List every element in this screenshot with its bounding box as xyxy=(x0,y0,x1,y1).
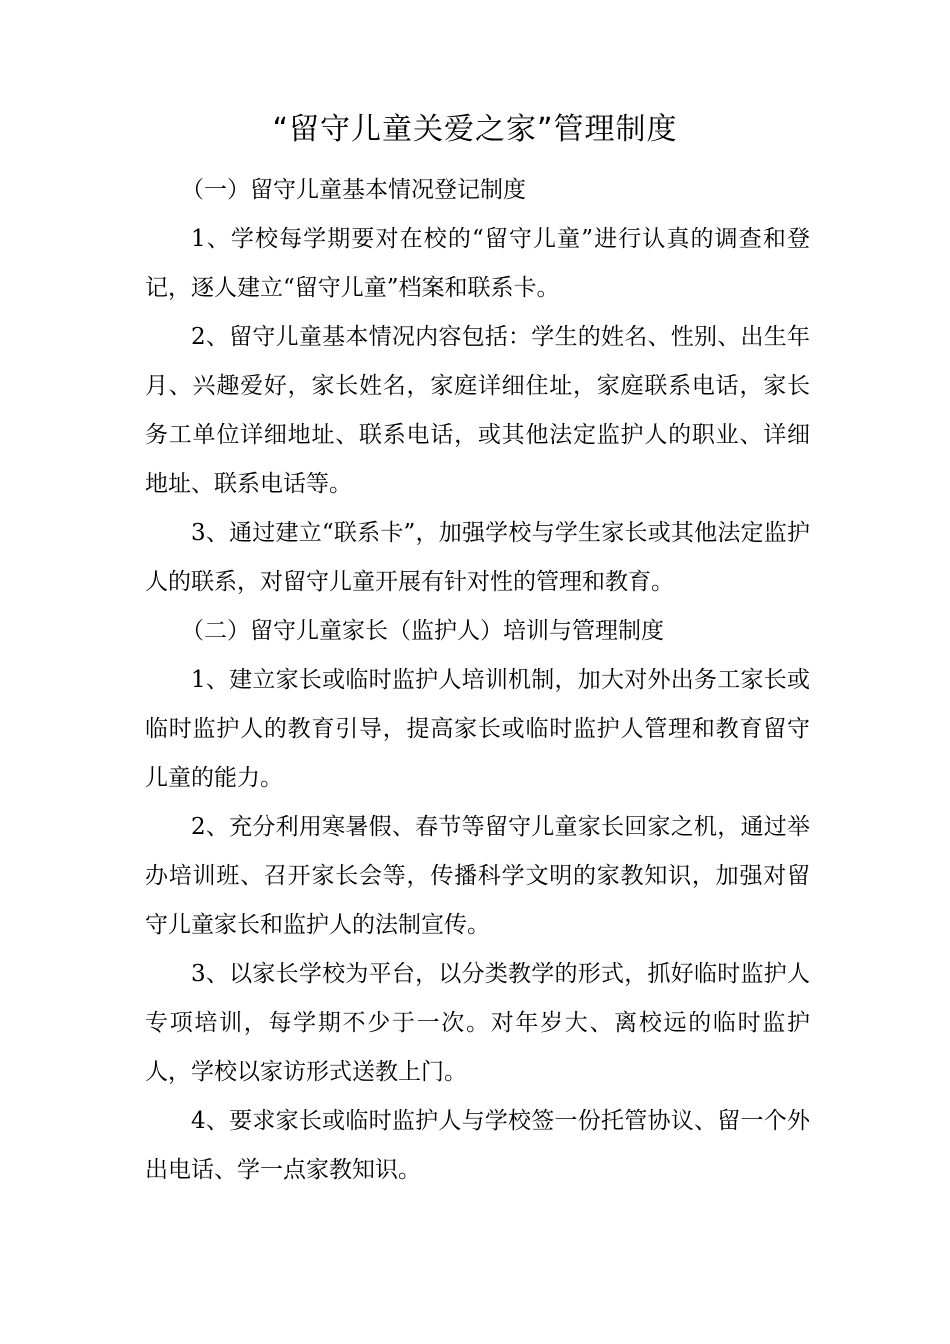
paragraph: 2、充分利用寒暑假、春节等留守儿童家长回家之机，通过举办培训班、召开家长会等，传播科学文明的家教知识，加强对留守儿童家长和监护人的法制宣传。 xyxy=(145,814,810,938)
section-heading-1: （一）留守儿童基本情况登记制度 xyxy=(181,177,526,203)
section-heading-2: （二）留守儿童家长（监护人）培训与管理制度 xyxy=(181,618,664,644)
paragraph: 3、以家长学校为平台，以分类教学的形式，抓好临时监护人专项培训，每学期不少于一次。对年岁大、离校远的临时监护人，学校以家访形式送教上门。 xyxy=(145,961,810,1085)
document-body xyxy=(145,166,810,1195)
paragraph: 4、要求家长或临时监护人与学校签一份托管协议、留一个外出电话、学一点家教知识。 xyxy=(145,1108,810,1183)
paragraph: 2、留守儿童基本情况内容包括：学生的姓名、性别、出生年月、兴趣爱好，家长姓名，家庭详细住址，家庭联系电话，家长务工单位详细地址、联系电话，或其他法定监护人的职业、详细地址、联系电话等。 xyxy=(145,324,810,497)
document-title: “留守儿童关爱之家”管理制度 xyxy=(272,112,678,147)
paragraph: 1、学校每学期要对在校的“留守儿童”进行认真的调查和登记，逐人建立“留守儿童”档案和联系卡。 xyxy=(145,226,810,301)
paragraph: 3、通过建立“联系卡”，加强学校与学生家长或其他法定监护人的联系，对留守儿童开展有针对性的管理和教育。 xyxy=(145,520,810,595)
paragraph: 1、建立家长或临时监护人培训机制，加大对外出务工家长或临时监护人的教育引导，提高家长或临时监护人管理和教育留守儿童的能力。 xyxy=(145,667,810,791)
